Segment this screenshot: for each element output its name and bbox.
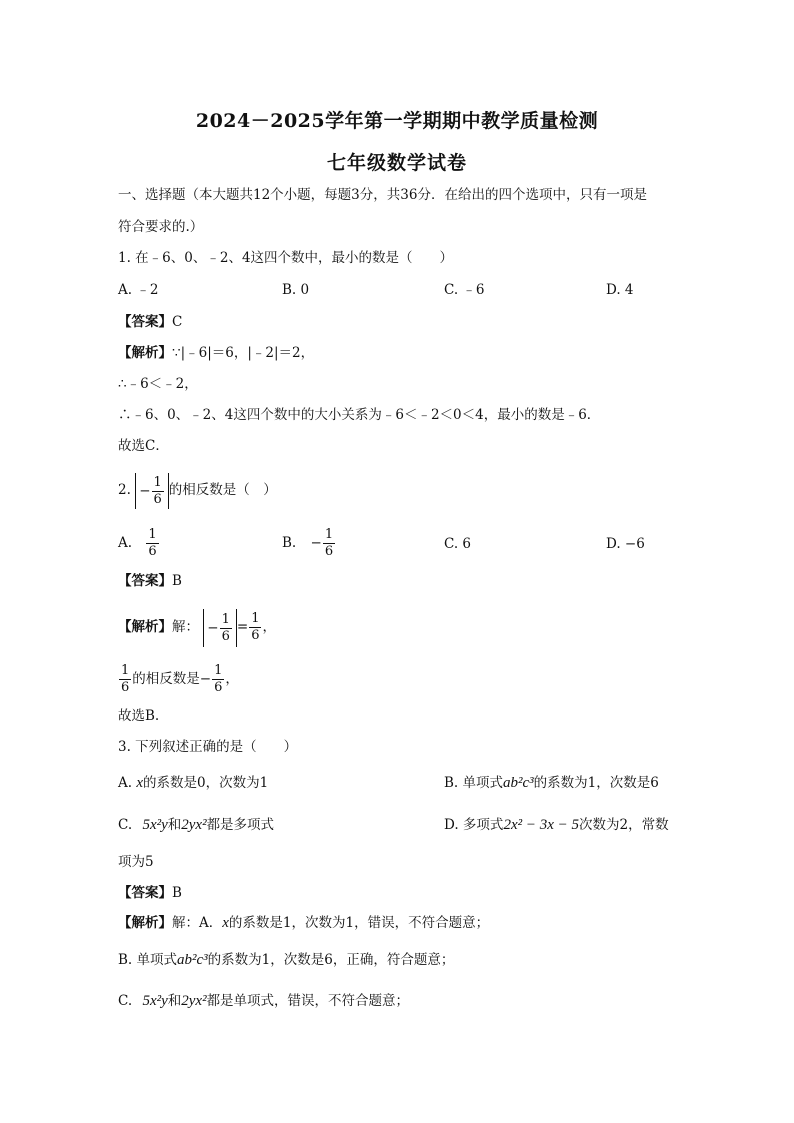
q3-option-b	[444, 773, 659, 793]
question-number: 2.	[118, 482, 131, 498]
fraction-denominator: 6	[153, 491, 162, 507]
math-variable: x	[222, 915, 229, 931]
option-label: A.	[118, 775, 133, 791]
fraction-denominator: 6	[221, 628, 230, 644]
analysis-text: ∵|﹣6|＝6，|﹣2|＝2，	[172, 345, 315, 361]
analysis-text: B. 单项式	[118, 952, 178, 968]
q2-option-a	[118, 524, 160, 562]
fraction	[220, 612, 232, 645]
page-subtitle: 七年级数学试卷	[326, 152, 467, 174]
answer-value: B	[172, 573, 182, 589]
q1-analysis-line-3: ∴﹣6、0、﹣2、4这四个数中的大小关系为﹣6＜﹣2＜0＜4，最小的数是﹣6．	[118, 407, 601, 423]
math-expression: ab²c³	[503, 775, 534, 791]
section-heading: 一、选择题（本大题共12个小题，每题3分，共36分．在给出的四个选项中，只有一项是	[118, 187, 647, 203]
absolute-value-expression	[203, 609, 237, 647]
section-heading-cont: 符合要求的.）	[118, 219, 204, 235]
conjunction: 和	[167, 817, 182, 833]
fraction-numerator: 1	[153, 474, 162, 490]
q3-option-d	[444, 815, 669, 835]
q2-option-c: C. 6	[444, 536, 472, 552]
math-expression: ab²c³	[177, 952, 208, 968]
q1-analysis-line-1	[118, 343, 314, 363]
analysis-text: 解：A．	[172, 915, 223, 931]
fraction-numerator: 1	[148, 527, 157, 542]
answer-value: B	[172, 885, 182, 901]
analysis-tag: 【解析】	[118, 619, 172, 635]
answer-tag: 【答案】	[118, 573, 172, 589]
q3-analysis-line-2	[118, 950, 454, 970]
q2-conclusion: 故选B.	[118, 708, 160, 724]
q3-stem: 3. 下列叙述正确的是（ ）	[118, 739, 298, 755]
q2-answer	[118, 571, 182, 591]
q3-analysis-line-1	[118, 913, 489, 933]
math-expression: 2x² − 3x − 5	[503, 817, 579, 833]
q2-option-d: D. −6	[606, 536, 645, 552]
fraction-denominator: 6	[214, 680, 223, 695]
answer-value: C	[172, 314, 183, 330]
option-text: 的系数为1，次数是6	[533, 775, 659, 791]
answer-tag: 【答案】	[118, 314, 172, 330]
q1-option-c: C. ﹣6	[444, 282, 485, 298]
absolute-value-expression	[135, 473, 169, 509]
q3-option-a	[118, 773, 268, 793]
math-expression: 2yx²	[181, 993, 207, 1009]
option-prefix: B. 单项式	[444, 775, 504, 791]
fraction-denominator: 6	[324, 544, 334, 559]
comma: ，	[225, 671, 239, 687]
q1-stem: 1. 在﹣6、0、﹣2、4这四个数中，最小的数是（ ）	[118, 250, 454, 266]
option-prefix: D. 多项式	[444, 817, 504, 833]
fraction-numerator: 1	[221, 611, 230, 627]
stem-text: 的相反数是（ ）	[168, 482, 277, 498]
analysis-text: 的系数是1，次数为1，错误，不符合题意；	[228, 915, 490, 931]
option-label: A.	[118, 535, 133, 551]
q1-analysis-line-2: ∴﹣6＜﹣2，	[118, 376, 198, 392]
analysis-tag: 【解析】	[118, 345, 172, 361]
minus-sign: −	[199, 671, 212, 687]
fraction-numerator: 1	[251, 611, 260, 626]
fraction	[152, 475, 164, 508]
fraction	[323, 527, 335, 560]
fraction-denominator: 6	[121, 680, 130, 695]
option-text: 都是多项式	[206, 817, 275, 833]
minus-sign: −	[207, 619, 219, 636]
option-label: B.	[282, 535, 297, 551]
answer-tag: 【答案】	[118, 885, 172, 901]
q2-stem	[118, 472, 277, 509]
option-text: 的系数是0，次数为1	[143, 775, 269, 791]
math-expression: 2yx²	[181, 817, 207, 833]
conjunction: 和	[167, 993, 182, 1009]
math-expression: 5x²y	[142, 993, 168, 1009]
fraction-numerator: 1	[121, 663, 130, 678]
option-label: C.	[118, 817, 133, 833]
analysis-text: 的相反数是	[132, 671, 200, 687]
analysis-text: 的系数为1，次数是6，正确，符合题意；	[207, 952, 455, 968]
minus-sign: −	[139, 482, 151, 499]
q2-analysis-line-2	[118, 660, 239, 698]
fraction-denominator: 6	[148, 544, 157, 559]
q3-answer	[118, 883, 182, 903]
fraction	[249, 611, 261, 644]
q3-analysis-line-3	[118, 991, 409, 1011]
page-title: 2024－2025学年第一学期期中教学质量检测	[195, 110, 599, 132]
analysis-tag: 【解析】	[118, 915, 172, 931]
q1-option-a: A. ﹣2	[118, 282, 159, 298]
q1-conclusion: 故选C．	[118, 438, 169, 454]
analysis-prefix: 解：	[172, 619, 199, 635]
option-label: C.	[118, 993, 133, 1009]
fraction-numerator: 1	[214, 663, 223, 678]
q2-option-b	[282, 524, 336, 562]
math-expression: 5x²y	[142, 817, 168, 833]
fraction-denominator: 6	[251, 628, 260, 643]
analysis-text: 都是单项式，错误，不符合题意；	[206, 993, 410, 1009]
q1-answer	[118, 312, 182, 332]
fraction	[212, 663, 224, 696]
q1-option-b: B. 0	[282, 282, 310, 298]
q1-option-d: D. 4	[606, 282, 634, 298]
q3-option-c	[118, 815, 274, 835]
comma: ，	[262, 619, 276, 635]
q2-analysis-line-1	[118, 608, 276, 647]
minus-sign: −	[310, 535, 322, 551]
math-variable: x	[136, 775, 144, 791]
option-text: 次数为2，常数	[579, 817, 669, 833]
fraction-numerator: 1	[324, 527, 334, 542]
fraction	[119, 663, 131, 696]
equals-sign: =	[236, 619, 249, 635]
q3-option-d-cont: 项为5	[118, 854, 154, 870]
fraction	[146, 527, 158, 560]
